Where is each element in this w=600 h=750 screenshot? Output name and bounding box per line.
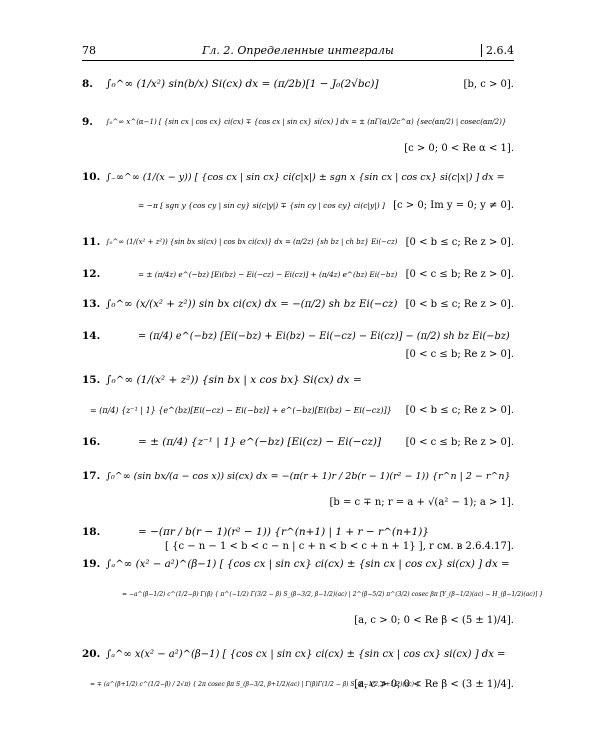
formula-number: 10.: [82, 171, 101, 183]
formula-line: ∫₀^∞ (1/(x² + z²)) {sin bx si(cx) | cos bx ci(cx)} dx = (π/2z) {sh bz | ch bz} Ei(−cz): [106, 238, 398, 246]
section-number: 2.6.4: [481, 44, 514, 57]
formula-line: = −π [ sgn y {cos cy | sin cy} si(c|y|) ∓ {sin cy | cos cy} ci(c|y|) ]: [138, 201, 385, 210]
page-header: [82, 42, 514, 60]
formula-17: [82, 464, 514, 514]
formula-line: ∫ₐ^∞ x(x² − a²)^(β−1) [ {cos cx | sin cx} ci(cx) ± {sin cx | cos cx} si(cx) ] dx =: [106, 649, 506, 660]
formula-line: ∫₋∞^∞ (1/(x − y)) [ {cos cx | sin cx} ci(c|x|) ± sgn x {sin cx | cos cx} si(c|x|) ] dx =: [106, 172, 505, 183]
formula-condition: [b, c > 0].: [463, 79, 514, 90]
formula-number: 8.: [82, 78, 93, 90]
formula-number: 12.: [82, 268, 101, 280]
formula-9: [82, 110, 514, 158]
formula-10: [82, 165, 514, 221]
formula-number: 20.: [82, 648, 101, 660]
formula-condition: [0 < b ≤ c; Re z > 0].: [405, 237, 514, 248]
formula-14: [82, 324, 514, 362]
formula-condition: [0 < c ≤ b; Re z > 0].: [405, 269, 514, 280]
formula-line: ∫₀^∞ (1/x²) sin(b/x) Si(cx) dx = (π/2b)[1 − J₀(2√bc)]: [106, 78, 379, 90]
formula-line: = ± (π/4z) e^(−bz) [Ei(bz) − Ei(−cz) − Ei(cz)] + (π/4z) e^(bz) Ei(−bz): [138, 270, 398, 279]
formula-line: = ± (π/4) {z⁻¹ | 1} e^(−bz) [Ei(cz) − Ei(−cz)]: [138, 436, 382, 448]
formula-number: 17.: [82, 470, 101, 482]
formula-number: 9.: [82, 116, 93, 128]
formula-number: 18.: [82, 526, 101, 538]
formula-12: [82, 262, 514, 286]
formula-condition: [c > 0; 0 < Re α < 1].: [404, 143, 514, 154]
formula-number: 13.: [82, 298, 101, 310]
formula-11: [82, 228, 514, 256]
formula-line: ∫ₐ^∞ (x² − a²)^(β−1) [ {cos cx | sin cx} ci(cx) ± {sin cx | cos cx} si(cx) ] dx =: [106, 558, 510, 570]
formula-line: = −a^(β−1/2) c^(1/2−β) Γ(β) { π^(−1/2) Γ(3/2 − β) S_(β−3/2, β−1/2)(ac) | 2^(β−5/2) π^(3/2) cosec βπ [Y_(β−1/2)(ac) − H_(β−1/2)(ac)] }: [122, 591, 544, 598]
formula-13: [82, 292, 514, 318]
formula-condition: [ {c − n − 1 < b < c − n | c + n < b < c + n + 1} ], r см. в 2.6.4.17].: [165, 541, 514, 552]
formula-line: ∫₀^∞ (sin bx/(a − cos x)) si(cx) dx = −(π(r + 1)r / 2b(r − 1)(r² − 1)) {r^n | 2 − r^n}: [106, 471, 511, 482]
formula-line: = (π/4) e^(−bz) [Ei(−bz) + Ei(bz) − Ei(−cz) − Ei(cz)] − (π/2) sh bz Ei(−bz): [138, 331, 510, 342]
formula-20: [82, 642, 514, 702]
header-rule: [82, 60, 514, 61]
formula-number: 16.: [82, 436, 101, 448]
formula-line: = −(πr / b(r − 1)(r² − 1)) {r^(n+1) | 1 + r − r^(n+1)}: [138, 526, 429, 538]
formula-line: ∫₀^∞ x^(α−1) [ {sin cx | cos cx} ci(cx) ∓ {cos cx | sin cx} si(cx) ] dx = ± (πΓ(α)/2c^α) {sec(απ/2) | cosec(απ/2)}: [106, 118, 507, 126]
formula-condition: [c > 0; Im y = 0; y ≠ 0].: [393, 200, 514, 211]
formula-line: ∫₀^∞ (1/(x² + z²)) {sin bx | x cos bx} Si(cx) dx =: [106, 374, 362, 386]
formula-condition: [0 < b ≤ c; Re z > 0].: [405, 299, 514, 310]
formula-condition: [a, c > 0; 0 < Re β < (5 ± 1)/4].: [354, 615, 514, 626]
formula-18: [82, 518, 514, 552]
formula-condition: [0 < c ≤ b; Re z > 0].: [405, 437, 514, 448]
formula-19: [82, 552, 544, 632]
formula-8: [82, 72, 514, 98]
formula-condition: [0 < b ≤ c; Re z > 0].: [405, 405, 514, 416]
formula-number: 19.: [82, 558, 101, 570]
chapter-title: Гл. 2. Определенные интегралы: [202, 44, 394, 57]
formula-number: 11.: [82, 236, 101, 248]
formula-condition: [0 < c ≤ b; Re z > 0].: [405, 349, 514, 360]
formula-condition: [b = c ∓ n; r = a + √(a² − 1); a > 1].: [329, 497, 514, 508]
formula-number: 14.: [82, 330, 101, 342]
formula-line: = (π/4) {z⁻¹ | 1} {e^(bz)[Ei(−cz) − Ei(−bz)] + e^(−bz)[Ei(bz) − Ei(−cz)]}: [90, 406, 392, 415]
formula-line: = ∓ (a^(β+1/2) c^(1/2−β) / 2√π) { 2π cosec βπ S_(β−3/2, β+1/2)(ac) | Γ(β)Γ(1/2 − β) S_(β−1/2, β+1/2)(ac) }: [90, 681, 420, 688]
page-number: 78: [82, 44, 96, 57]
formula-15: [82, 368, 514, 424]
formula-condition: [a, c > 0; 0 < Re β < (3 ± 1)/4].: [354, 679, 514, 690]
formula-number: 15.: [82, 374, 101, 386]
formula-line: ∫₀^∞ (x/(x² + z²)) sin bx ci(cx) dx = −(π/2) sh bz Ei(−cz): [106, 298, 398, 310]
formula-16: [82, 430, 514, 456]
